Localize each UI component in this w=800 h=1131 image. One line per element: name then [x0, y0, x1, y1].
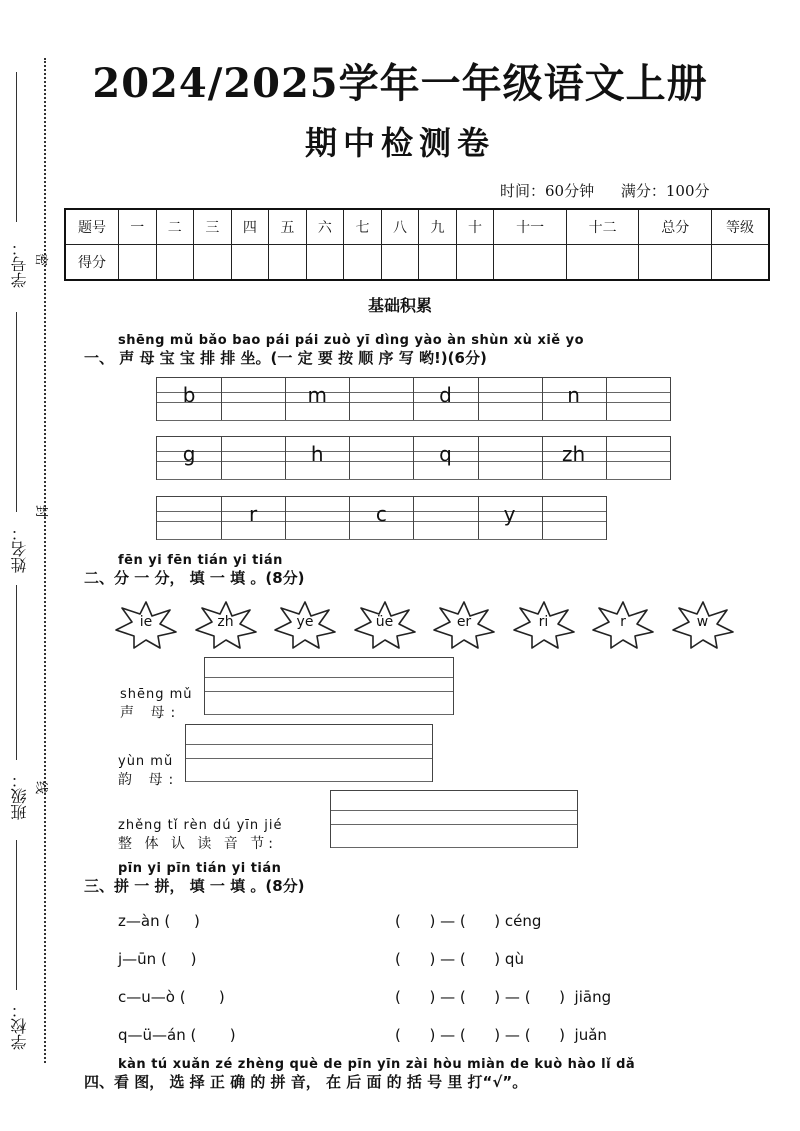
score-cell[interactable]: [712, 245, 770, 281]
score-cell[interactable]: [494, 245, 567, 281]
grid-cell-divider: [221, 378, 222, 420]
grid-cell-divider: [349, 378, 350, 420]
q4-text: 四、看 图， 选 择 正 确 的 拼 音， 在 后 面 的 括 号 里 打“√”。: [84, 1073, 528, 1091]
score-cell[interactable]: [306, 245, 344, 281]
score-table: [64, 208, 770, 281]
grid-cell-divider: [413, 497, 414, 539]
school-rule: [16, 840, 17, 990]
score-cell[interactable]: [381, 245, 419, 281]
score-cell[interactable]: [269, 245, 307, 281]
star-syllable: üe: [375, 614, 394, 630]
grid-letter: d: [439, 383, 452, 407]
grid-cell-divider: [349, 437, 350, 479]
grid-guide-line: [331, 847, 577, 848]
header-cell: 七: [344, 209, 382, 245]
q3-text: 三、拼 一 拼， 填 一 填 。(8分): [84, 877, 305, 895]
header-cell: 十: [456, 209, 494, 245]
syllable-star-card[interactable]: [271, 598, 339, 650]
name-label: 姓名：: [10, 525, 29, 573]
q2-pinyin: fēn yi fēn tián yi tián: [118, 553, 283, 568]
header-cell: 十一: [494, 209, 567, 245]
grid-letter: n: [567, 383, 580, 407]
q1-text: 一、 声 母 宝 宝 排 排 坐。(一 定 要 按 顺 序 写 哟!)(6分): [84, 349, 487, 367]
grid-guide-line: [186, 758, 432, 759]
exam-time: 时间：60分钟: [500, 182, 595, 200]
star-syllable: ye: [296, 614, 314, 630]
grid-guide-line: [205, 691, 453, 692]
grid-cell-divider: [542, 497, 543, 539]
score-header-row: [65, 209, 769, 245]
score-cell[interactable]: [456, 245, 494, 281]
whole-syllables-pinyin: zhěng tǐ rèn dú yīn jié: [118, 818, 283, 833]
q2-text: 二、分 一 分， 填 一 填 。(8分): [84, 569, 305, 587]
section-heading: 基础积累: [367, 296, 432, 315]
q1-grid-row2[interactable]: [156, 436, 671, 480]
page-title: 2024/2025学年一年级语文上册: [92, 60, 708, 107]
star-syllable: er: [456, 614, 472, 630]
grid-letter: b: [182, 383, 196, 407]
grid-cell-divider: [478, 437, 479, 479]
score-cell[interactable]: [419, 245, 457, 281]
grid-letter: h: [310, 442, 324, 466]
q1-grid-row3[interactable]: [156, 496, 607, 540]
seal-feng: 封: [33, 504, 49, 519]
grid-cell-divider: [285, 497, 286, 539]
grid-letter: q: [439, 442, 452, 466]
grid-letter: y: [503, 502, 516, 526]
grid-cell-divider: [221, 437, 222, 479]
whole-syllables-label: [118, 818, 282, 853]
header-cell: 九: [419, 209, 457, 245]
syllable-star-card[interactable]: [192, 598, 260, 650]
q3-left-item-3[interactable]: c—u—ò ( ): [118, 988, 225, 1006]
header-cell: 五: [269, 209, 307, 245]
header-cell: 八: [381, 209, 419, 245]
class-rule: [16, 585, 17, 760]
header-cell: 四: [231, 209, 269, 245]
initials-write-grid[interactable]: [204, 657, 454, 715]
grid-cell-divider: [606, 378, 607, 420]
header-cell: 等级: [712, 209, 770, 245]
student-id-label: 学号：: [10, 240, 29, 288]
grid-guide-line: [205, 677, 453, 678]
whole-syllables-text: 整 体 认 读 音 节:: [118, 836, 277, 852]
seal-mi: 密: [33, 252, 49, 267]
syllable-star-card[interactable]: [351, 598, 419, 650]
syllable-star-card[interactable]: [112, 598, 180, 650]
seal-xian: 线: [33, 780, 49, 795]
score-cell[interactable]: [194, 245, 232, 281]
q1-pinyin: shēng mǔ bǎo bao pái pái zuò yī dìng yào àn shùn xù xiě yo: [118, 333, 585, 348]
finals-label-text: 韵 母:: [118, 772, 180, 788]
score-row-label: 得分: [65, 245, 119, 281]
class-label: 班级：: [10, 772, 29, 820]
binding-dotted-line: [44, 58, 46, 1063]
page-subtitle: 期中检测卷: [304, 124, 495, 162]
score-cell[interactable]: [231, 245, 269, 281]
header-cell: 三: [194, 209, 232, 245]
q3-right-item-2[interactable]: ( ) — ( ) qù: [395, 950, 524, 968]
grid-guide-line: [157, 479, 670, 480]
grid-cell-divider: [478, 378, 479, 420]
finals-write-grid[interactable]: [185, 724, 433, 782]
grid-guide-line: [186, 781, 432, 782]
star-syllable: w: [696, 614, 709, 630]
header-cell: 二: [156, 209, 194, 245]
q3-pinyin: pīn yi pīn tián yi tián: [118, 861, 282, 876]
initials-label: [120, 687, 193, 722]
star-syllable: ri: [538, 614, 549, 630]
grid-letter: c: [375, 502, 387, 526]
name-rule: [16, 312, 17, 512]
grid-letter: r: [249, 502, 258, 526]
initials-label-text: 声 母:: [120, 705, 182, 721]
grid-guide-line: [331, 824, 577, 825]
syllable-star-card[interactable]: [589, 598, 657, 650]
initials-label-pinyin: shēng mǔ: [120, 687, 193, 702]
star-syllable: zh: [217, 614, 234, 630]
score-cell[interactable]: [639, 245, 712, 281]
header-cell: 十二: [566, 209, 639, 245]
syllable-star-card[interactable]: [430, 598, 498, 650]
grid-guide-line: [157, 420, 670, 421]
syllable-star-card[interactable]: [510, 598, 578, 650]
grid-letter: zh: [562, 442, 586, 466]
q3-right-item-3[interactable]: ( ) — ( ) — ( ) jiāng: [395, 988, 612, 1006]
finals-label: [118, 754, 179, 789]
score-cell[interactable]: [156, 245, 194, 281]
q3-left-item-4[interactable]: q—ü—án ( ): [118, 1026, 236, 1044]
school-label: 学校：: [10, 1002, 29, 1050]
q3-right-item-1[interactable]: ( ) — ( ) céng: [395, 912, 542, 930]
full-score: 满分：100分: [620, 182, 710, 200]
score-value-row: [65, 245, 769, 281]
q3-left-item-2[interactable]: j—ūn ( ): [118, 950, 197, 968]
grid-guide-line: [205, 714, 453, 715]
star-syllable: r: [620, 614, 626, 630]
whole-syllables-write-grid[interactable]: [330, 790, 578, 848]
grid-guide-line: [157, 539, 606, 540]
q4-pinyin: kàn tú xuǎn zé zhèng què de pīn yīn zài hòu miàn de kuò hào lǐ dǎ: [118, 1057, 636, 1072]
q3-left-item-1[interactable]: z—àn ( ): [118, 912, 200, 930]
header-cell: 题号: [65, 209, 119, 245]
score-cell[interactable]: [566, 245, 639, 281]
score-cell[interactable]: [344, 245, 382, 281]
header-cell: 一: [119, 209, 157, 245]
finals-label-pinyin: yùn mǔ: [118, 754, 174, 769]
syllable-star-card[interactable]: [669, 598, 737, 650]
grid-letter: m: [307, 383, 327, 407]
grid-cell-divider: [606, 437, 607, 479]
grid-guide-line: [331, 810, 577, 811]
grid-guide-line: [186, 744, 432, 745]
q1-grid-row1[interactable]: [156, 377, 671, 421]
score-cell[interactable]: [119, 245, 157, 281]
header-cell: 总分: [639, 209, 712, 245]
header-cell: 六: [306, 209, 344, 245]
grid-letter: g: [182, 442, 196, 466]
q3-right-item-4[interactable]: ( ) — ( ) — ( ) juǎn: [395, 1026, 607, 1044]
star-syllable: ie: [139, 614, 153, 630]
time-info: [500, 180, 732, 201]
